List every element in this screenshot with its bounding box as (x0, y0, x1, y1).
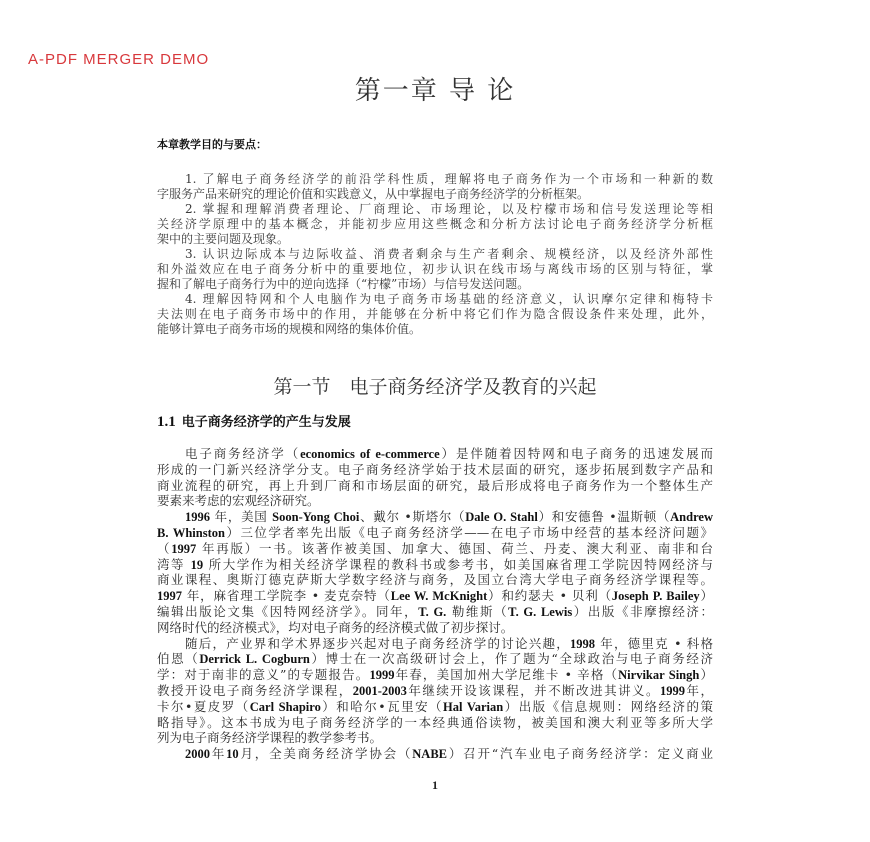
subsection-heading: 电子商务经济学的产生与发展 (181, 415, 351, 430)
paragraph (157, 202, 713, 247)
text-line: 要素来考虑的宏观经济研究。 (157, 493, 320, 509)
text-line: 字服务产品来研究的理论价值和实践意义，从中掌握电子商务经济学的分析框架。 (157, 187, 590, 201)
text-line: 架中的主要问题及现象。 (157, 232, 290, 246)
paragraph (157, 746, 713, 762)
body-text (157, 446, 713, 762)
text-line: 略指导》。这本书成为电子商务经济学的一本经典通俗读物，被美国和澳大利亚等多所大学 (157, 714, 713, 730)
text-line: B. Whinston）三位学者率先出版《电子商务经济学——在电子市场中经营的基本经济问题》 (157, 524, 713, 540)
text-line: 伯恩（Derrick L. Cogburn）博士在一次高级研讨会上，作了题为“全球政治与电子商务经济 (157, 651, 713, 667)
objectives-heading: 本章教学目的与要点： (157, 138, 267, 151)
paragraph (157, 509, 713, 635)
text-line: 能够计算电子商务市场的规模和网络的集体价值。 (157, 322, 422, 336)
text-line: 商业流程的研究，再上升到厂商和市场层面的研究，最后形成将电子商务作为一个整体生产 (157, 477, 713, 493)
text-line: 和外溢效应在电子商务分析中的重要地位，初步认识在线市场与离线市场的区别与特征，掌 (157, 262, 713, 276)
text-line: 形成的一门新兴经济学分支。电子商务经济学始于技术层面的研究，逐步拓展到数字产品和 (157, 461, 713, 477)
text-line: 列为电子商务经济学课程的教学参考书。 (157, 730, 383, 746)
text-line: 握和了解电子商务行为中的逆向选择（“柠檬”市场）与信号发送问题。 (157, 277, 530, 291)
text-line: 学：对于南非的意义”的专题报告。1999年春，美国加州大学尼维卡 • 辛格（Nirvikar Singh） (157, 667, 713, 683)
subsection-number: 1.1 (157, 414, 176, 430)
text-line: 网络时代的经济模式》，均对电子商务的经济模式做了初步探讨。 (157, 619, 514, 635)
paragraph (157, 247, 713, 292)
page-number: 1 (432, 778, 438, 792)
text-line: 1. 了解电子商务经济学的前沿学科性质，理解将电子商务作为一个市场和一种新的数 (185, 172, 713, 186)
section-title: 第一节 电子商务经济学及教育的兴起 (273, 376, 597, 398)
paragraph (157, 172, 713, 202)
text-line: 2. 掌握和理解消费者理论、厂商理论、市场理论，以及柠檬市场和信号发送理论等相 (185, 202, 713, 216)
text-line: （1997 年再版）一书。该著作被美国、加拿大、德国、荷兰、丹麦、澳大利亚、南非和台 (157, 540, 713, 556)
text-line: 4. 理解因特网和个人电脑作为电子商务市场基础的经济意义，认识摩尔定律和梅特卡 (185, 292, 713, 306)
text-line: 湾等 19 所大学作为相关经济学课程的教科书或参考书，如美国麻省理工学院因特网经济与 (157, 556, 713, 572)
text-line: 3. 认识边际成本与边际收益、消费者剩余与生产者剩余、规模经济，以及经济外部性 (185, 247, 713, 261)
subsection-title (157, 411, 351, 431)
text-line: 1996 年，美国 Soon-Yong Choi、戴尔 •斯塔尔（Dale O. Stahl）和安德鲁 •温斯顿（Andrew (185, 509, 713, 525)
watermark-label: A-PDF MERGER DEMO (28, 51, 210, 68)
chapter-title: 第一章 导 论 (354, 76, 516, 106)
text-line: 卡尔•夏皮罗（Carl Shapiro）和哈尔•瓦里安（Hal Varian）出版《信息规则：网络经济的策 (157, 698, 713, 714)
text-line: 夫法则在电子商务市场中的作用，并能够在分析中将它们作为隐含假设条件来处理，此外， (157, 307, 713, 321)
paragraph (157, 636, 713, 747)
paragraph (157, 446, 713, 509)
text-line: 教授开设电子商务经济学课程，2001-2003年继续开设该课程，并不断改进其讲义。1999年， (157, 682, 713, 698)
paragraph (157, 292, 713, 337)
text-line: 关经济学原理中的基本概念，并能初步应用这些概念和分析方法讨论电子商务经济学分析框 (157, 217, 713, 231)
text-line: 电子商务经济学（economics of e-commerce）是伴随着因特网和电子商务的迅速发展而 (185, 446, 713, 461)
text-line: 2000年10月，全美商务经济学协会（NABE）召开“汽车业电子商务经济学：定义商业 (185, 746, 713, 762)
text-line: 编辑出版论文集《因特网经济学》。同年，T. G. 勒维斯（T. G. Lewis）出版《非摩擦经济： (157, 603, 713, 619)
text-line: 1997 年，麻省理工学院李 • 麦克奈特（Lee W. McKnight）和约瑟夫 • 贝利（Joseph P. Bailey） (157, 588, 713, 604)
objectives-list (157, 172, 713, 337)
text-line: 随后，产业界和学术界逐步兴起对电子商务经济学的讨论兴趣，1998 年，德里克 • 科格 (185, 635, 713, 651)
text-line: 商业课程、奥斯汀德克萨斯大学数字经济与商务，及国立台湾大学电子商务经济学课程等。 (157, 572, 713, 588)
